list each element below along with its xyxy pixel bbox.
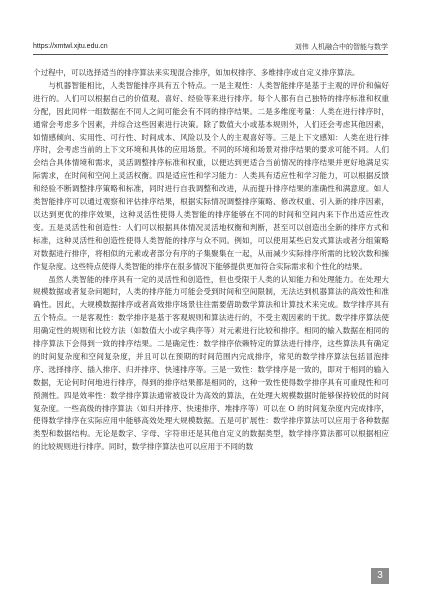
running-title: 刘伟 人机融合中的智能与数学 xyxy=(294,43,388,51)
journal-url[interactable]: https://xmtwl.xjtu.edu.cn xyxy=(33,43,108,50)
article-body xyxy=(33,67,389,567)
page-number-badge: 3 xyxy=(371,568,389,584)
paragraph: 个过程中，可以选择适当的排序算法来实现混合排序，如加权排序、多维排序或自定义排序算法。 xyxy=(33,68,360,77)
paragraph: 与机器智能相比，人类智能排序具有五个特点。一是主观性：人类智能排序是基于主观的评价和偏好进行的。人们可以根据自己的价值观、喜好、经验等来进行排序。每个人都有自己独特的排序标准和权重分配，因此同样一组数据在不同人之间可能会有不同的排序结果。二是多维度考量：人类在进行排序时，通常会考虑多个因素，并综合这些因素进行决策。除了数值大小或基本规则外，人们还会考虑其他因素，如情感倾向、实用性、可行性、时间成本、风险以及个人的主观喜好等。三是上下文感知：人类在进行排序时，会考虑当前的上下文环境和具体的应用场景。不同的环境和场景对排序结果的要求可能不同。人们会结合具体情境和需求，灵活调整排序标准和权重，以便达到更适合当前情况的排序结果并更好地满足实际需求，在时间和空间上灵活权衡。四是适应性和学习能力：人类具有适应性和学习能力，可以根据反馈和经验不断调整排序策略和标准，同时进行自我调整和改进，从而提升排序结果的准确性和满意度。如人类智能排序可以通过观察和评估排序结果，根据实际情况调整排序策略、修改权重、引入新的排序因素，以达到更优的排序效果，这种灵活性使得人类智能的排序能够在不同的时间和空间内来下作出适应性改变。五是灵活性和创造性：人们可以根据具体情况灵活地权衡和判断，甚至可以创造出全新的排序方式和标准，这种灵活性和创造性使得人类智能的排序与众不同。例如，可以使用某些启发式算法或者分组策略对数据进行排序，将相似的元素或者部分有序的子集聚集在一起，从而减少实际排序所需的比较次数和操作复杂度。这些特点使得人类智能的排序在很多情况下能够提供更加符合实际需求和个性化的结果。 xyxy=(33,80,389,271)
paragraph: 虽然人类智能的排序具有一定的灵活性和创造性，但也受限于人类的认知能力和处理能力。在处理大规模数据或者复杂问题时，人类的排序能力可能会受到时间和空间限制，无法达到机器算法的高效性和准确性。因此，大规模数据排序或者高效排序场景往往需要借助数学算法和计算技术来完成。数学排序具有五个特点。一是客观性：数学排序是基于客观规则和算法进行的，不受主观因素的干扰。数学排序算法使用确定性的规则和比较方法（如数值大小或字典序等）对元素进行比较和排序。相同的输入数据在相同的排序算法下会得到一致的排序结果。二是确定性：数学排序依赖特定的算法进行排序，这些算法具有确定的时间复杂度和空间复杂度，并且可以在预期的时间范围内完成排序，常见的数学排序算法包括冒泡排序、选择排序、插入排序、归并排序、快速排序等。三是一致性：数学排序是一致的，即对于相同的输入数据，无论何时何地进行排序，得到的排序结果都是相同的，这种一致性使得数学排序具有可重现性和可预测性。四是效率性：数学排序算法通常被设计为高效的算法，在处理大规模数据时能够保持较低的时间复杂度。一些高级的排序算法（如归并排序、快速排序、堆排序等）可以在 O 的时间复杂度内完成排序，使得数学排序在实际应用中能够高效处理大规模数据。五是可扩展性：数学排序算法可以应用于各种数据类型和数据结构。无论是数字、字母、字符串还是其他自定义的数据类型，数学排序算法都可以根据相应的比较规则进行排序。同时，数学排序算法也可以应用于不同的数 xyxy=(33,274,389,452)
running-header xyxy=(33,40,388,55)
